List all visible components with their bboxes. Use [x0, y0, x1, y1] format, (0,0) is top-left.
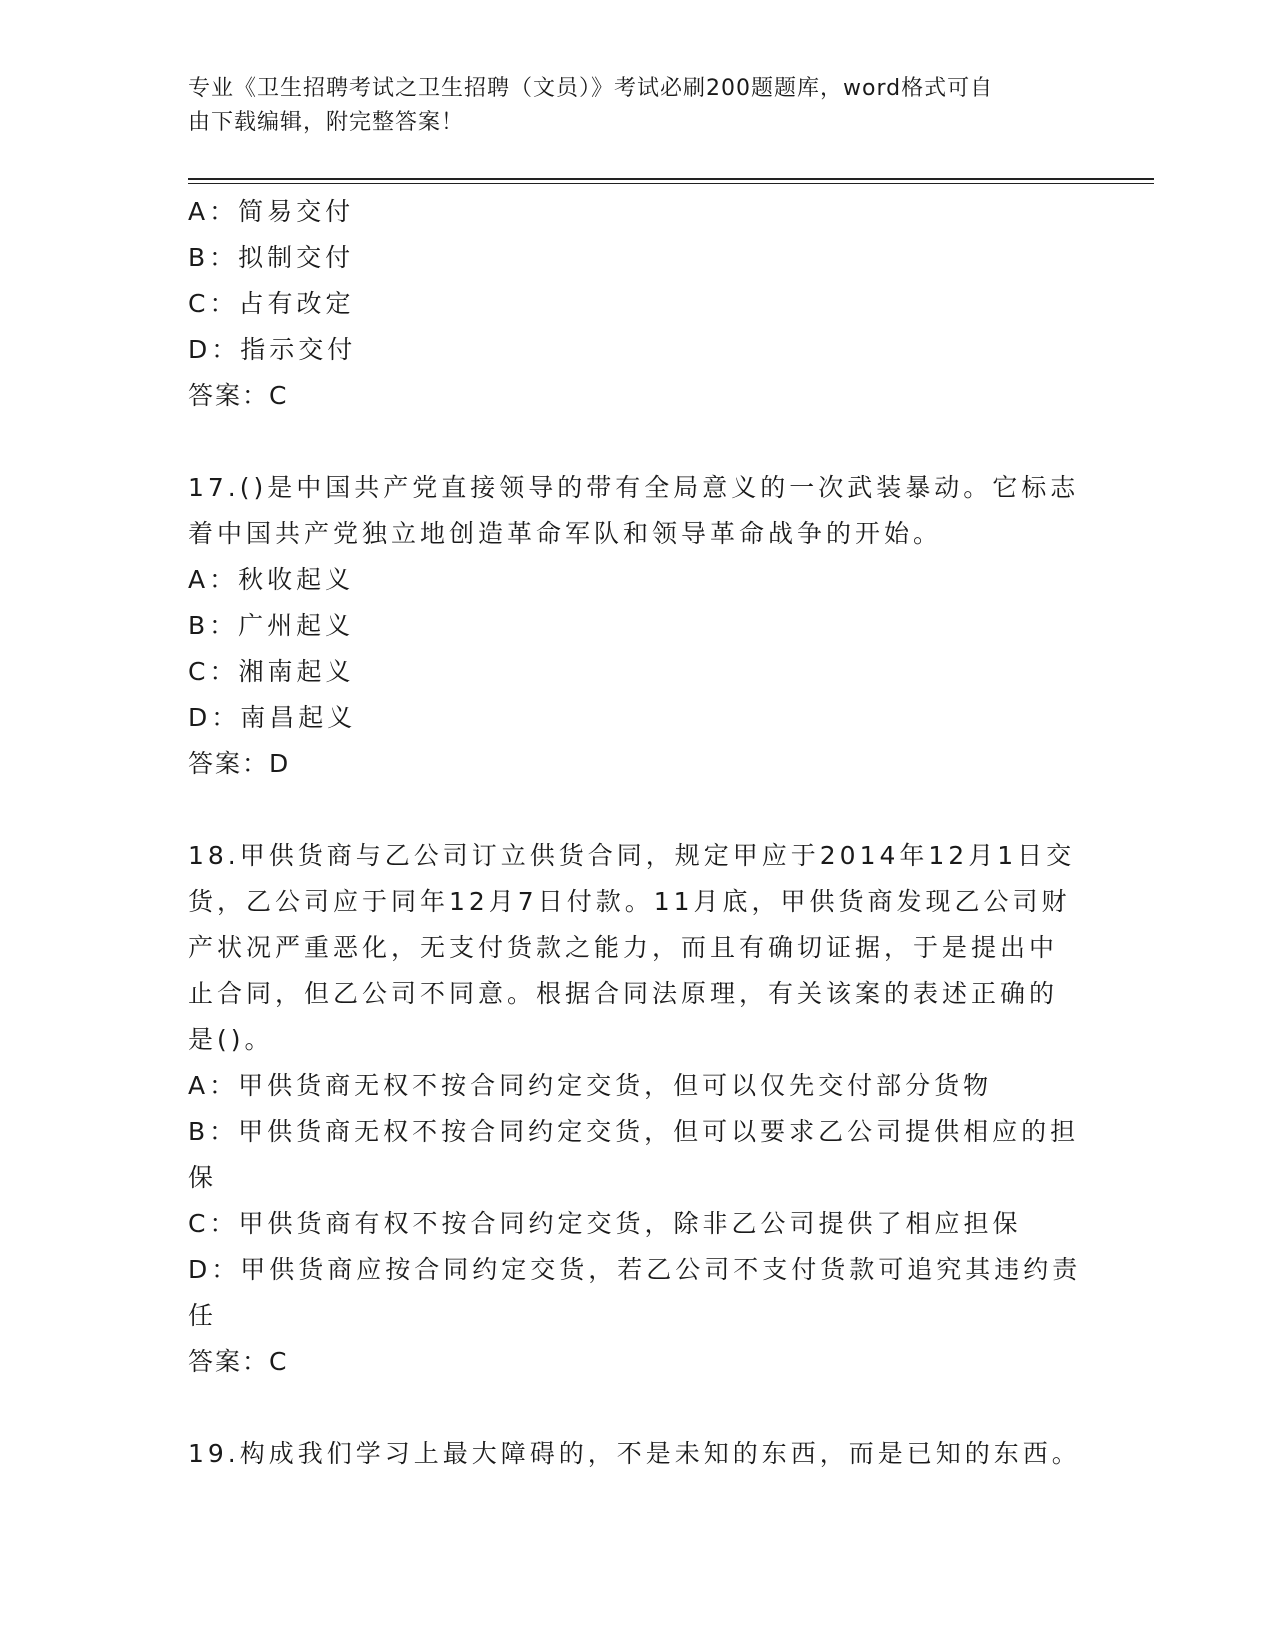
- question-16: [188, 189, 1088, 419]
- option-d: D：甲供货商应按合同约定交货，若乙公司不支付货款可追究其违约责: [188, 1255, 1082, 1284]
- question-17: [188, 465, 1088, 787]
- option-d: D：指示交付: [188, 335, 357, 364]
- question-stem: 货，乙公司应于同年12月7日付款。11月底，甲供货商发现乙公司财: [188, 887, 1071, 916]
- option-c: C：湘南起义: [188, 657, 355, 686]
- question-stem: 18.甲供货商与乙公司订立供货合同，规定甲应于2014年12月1日交: [188, 841, 1076, 870]
- answer: 答案：C: [188, 381, 289, 410]
- question-stem: 产状况严重恶化，无支付货款之能力，而且有确切证据，于是提出中: [188, 933, 1059, 962]
- header-line: 由下载编辑，附完整答案！: [188, 110, 465, 135]
- question-19: [188, 1431, 1088, 1477]
- header-line: 专业《卫生招聘考试之卫生招聘（文员）》考试必刷200题题库，word格式可自: [188, 76, 994, 101]
- option-d: D：南昌起义: [188, 703, 357, 732]
- option-b: B：广州起义: [188, 611, 355, 640]
- option-b: B：拟制交付: [188, 243, 355, 272]
- header-divider-thin: [188, 183, 1154, 184]
- question-stem: 19.构成我们学习上最大障碍的，不是未知的东西，而是已知的东西。: [188, 1439, 1081, 1468]
- question-stem: 17.()是中国共产党直接领导的带有全局意义的一次武装暴动。它标志: [188, 473, 1080, 502]
- question-stem: 止合同，但乙公司不同意。根据合同法原理，有关该案的表述正确的: [188, 979, 1059, 1008]
- answer: 答案：C: [188, 1347, 289, 1376]
- option-a: A：甲供货商无权不按合同约定交货，但可以仅先交付部分货物: [188, 1071, 993, 1100]
- option-c: C：甲供货商有权不按合同约定交货，除非乙公司提供了相应担保: [188, 1209, 1022, 1238]
- question-18: [188, 833, 1088, 1385]
- answer: 答案：D: [188, 749, 291, 778]
- option-a: A：简易交付: [188, 197, 355, 226]
- document-body: [188, 189, 1088, 1477]
- option-d-cont: 任: [188, 1301, 218, 1330]
- option-c: C：占有改定: [188, 289, 355, 318]
- question-stem: 是()。: [188, 1025, 274, 1054]
- option-b: B：甲供货商无权不按合同约定交货，但可以要求乙公司提供相应的担: [188, 1117, 1080, 1146]
- header-divider: [188, 178, 1154, 180]
- option-a: A：秋收起义: [188, 565, 355, 594]
- question-stem: 着中国共产党独立地创造革命军队和领导革命战争的开始。: [188, 519, 943, 548]
- document-header: [188, 72, 1068, 140]
- option-b-cont: 保: [188, 1163, 218, 1192]
